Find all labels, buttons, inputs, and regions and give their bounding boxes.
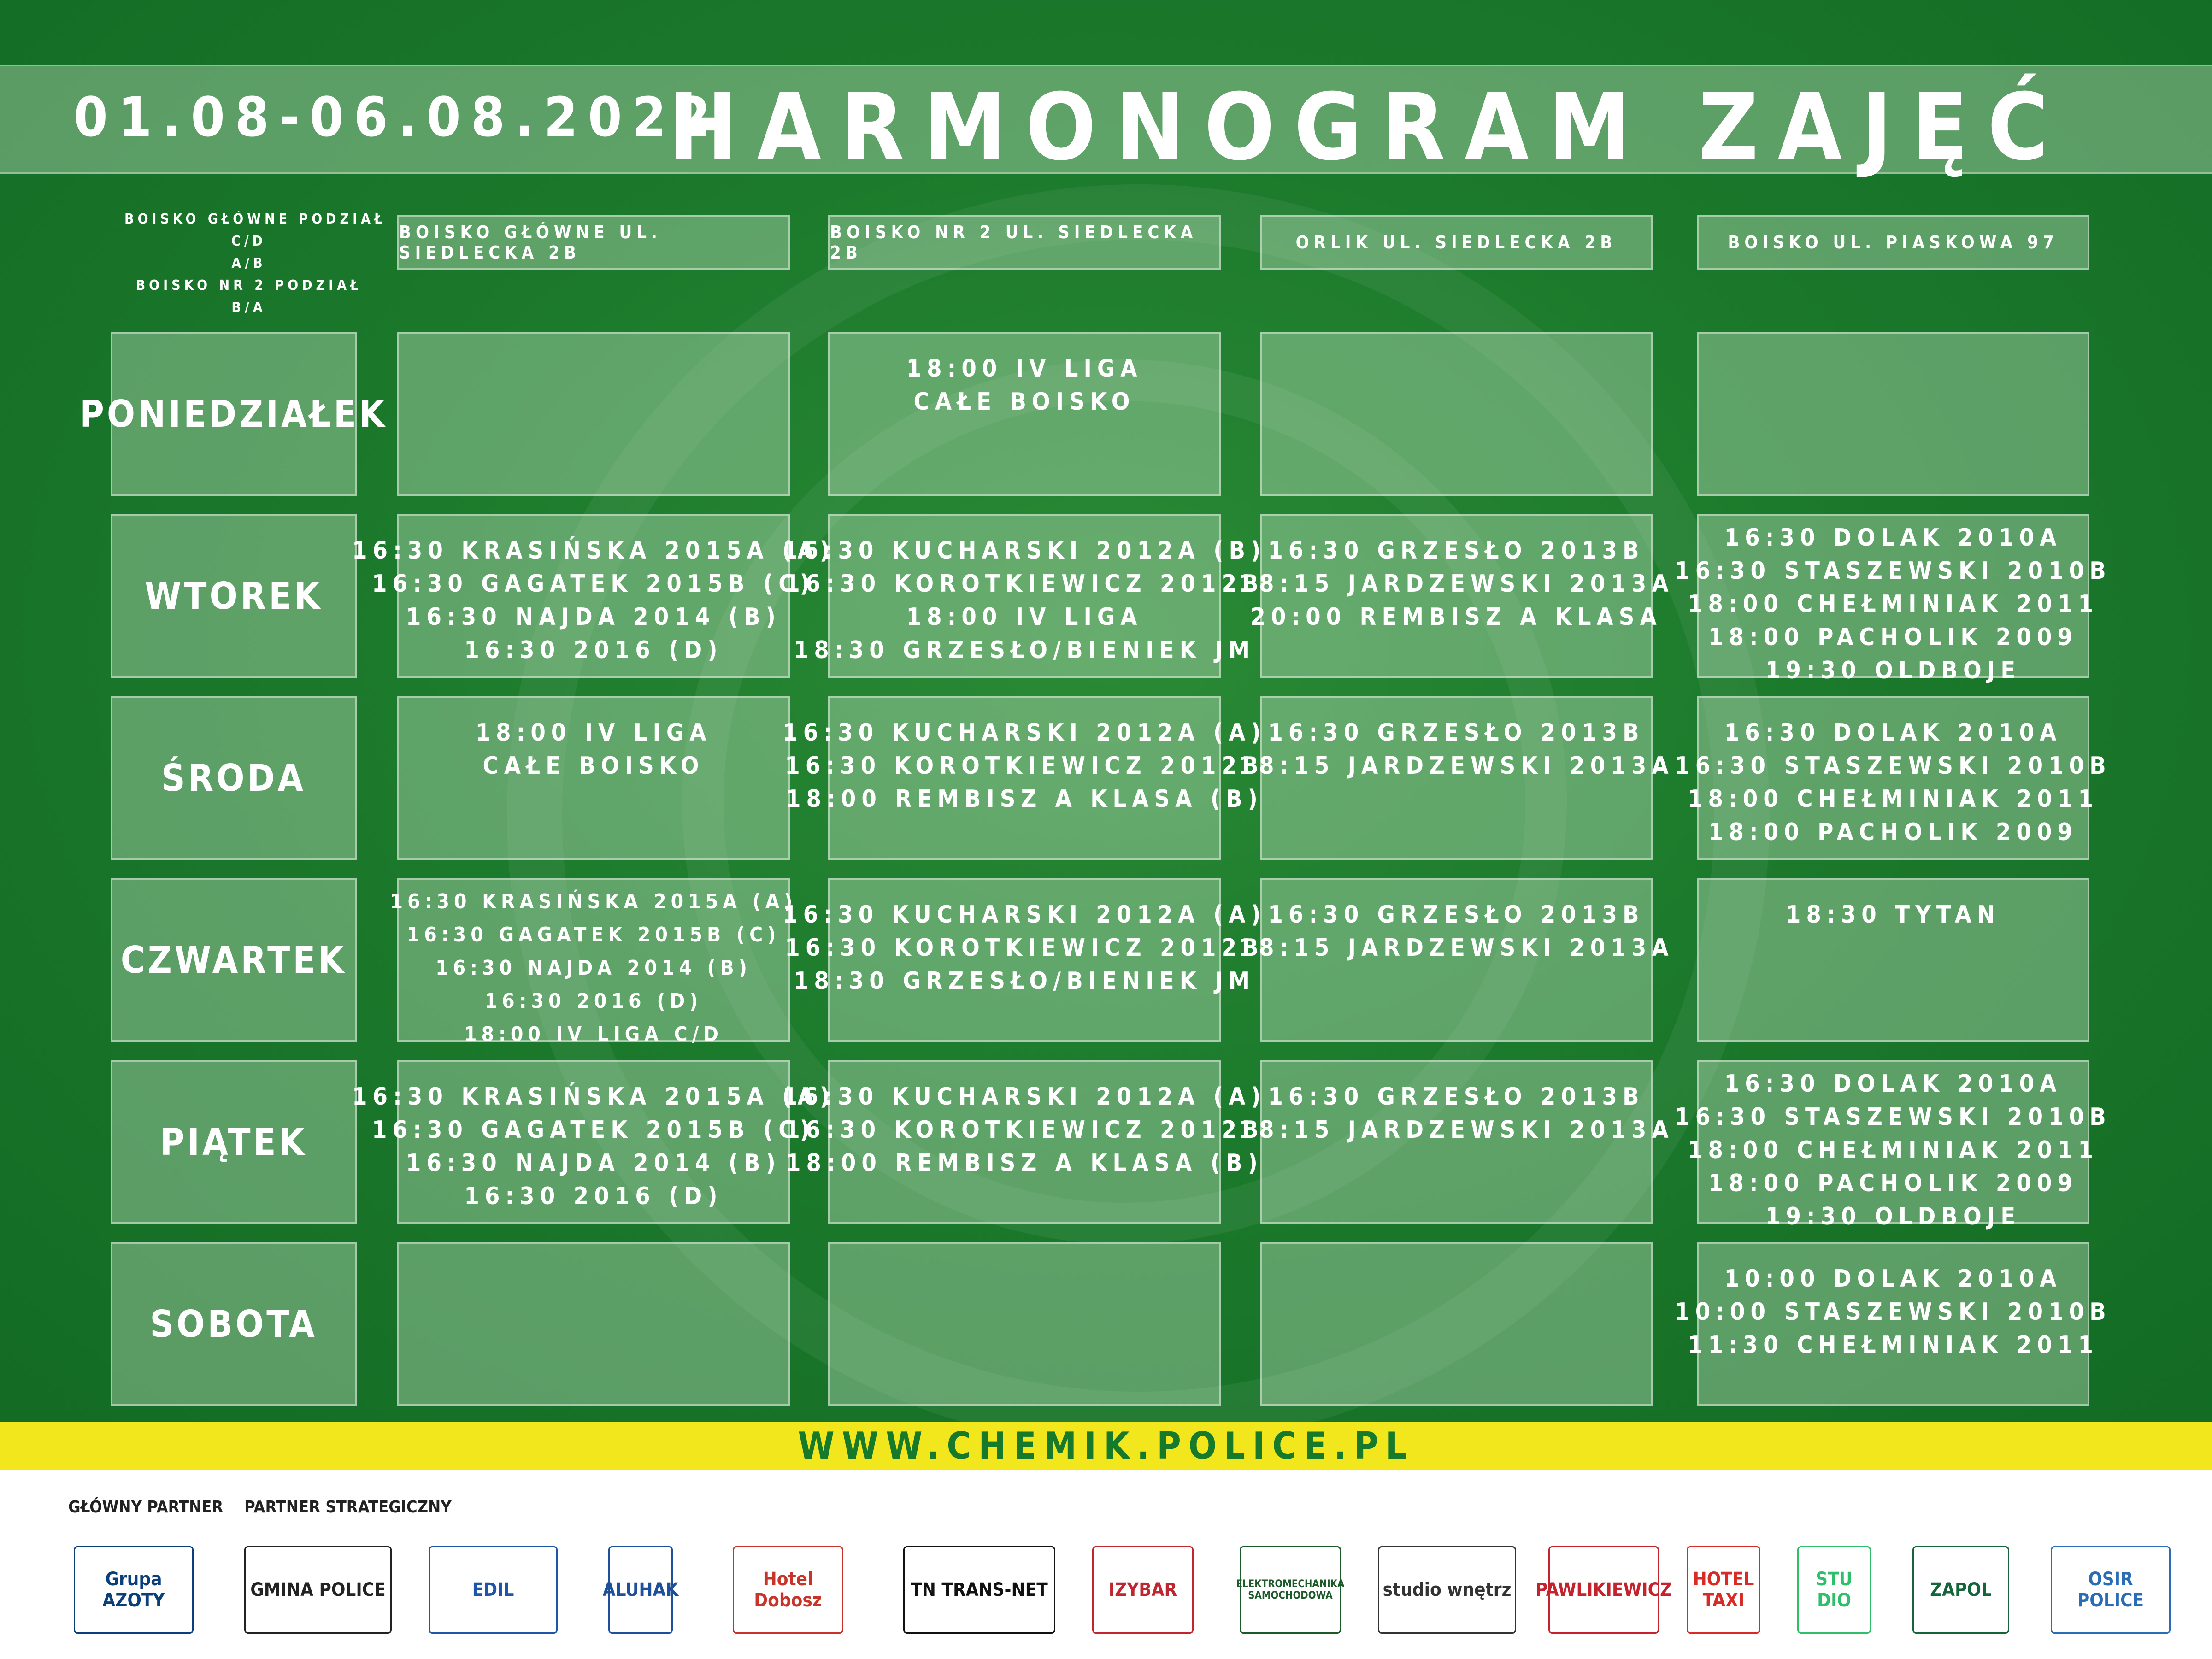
schedule-cell xyxy=(1675,1060,2112,1230)
website-link[interactable]: WWW.CHEMIK.POLICE.PL xyxy=(798,1424,1414,1467)
session-entry: 16:30 DOLAK 2010A xyxy=(1724,719,2062,747)
schedule-cell xyxy=(1260,1242,1653,1406)
column-header: ORLIK UL. SIEDLECKA 2B xyxy=(1260,215,1653,270)
legend-line: BOISKO GŁÓWNE PODZIAŁ xyxy=(124,211,386,227)
session-entry: 18:00 PACHOLIK 2009 xyxy=(1708,818,2078,846)
schedule-cell xyxy=(1675,1242,2112,1406)
session-entry: 18:00 IV LIGA C/D xyxy=(464,1023,724,1046)
sponsor-logo: GMINA POLICE xyxy=(244,1546,392,1634)
schedule-cell xyxy=(1697,332,2089,496)
date-range: 01.08-06.08.2022 xyxy=(74,85,721,149)
schedule-cell xyxy=(397,332,790,496)
session-entry: 16:30 DOLAK 2010A xyxy=(1724,524,2062,552)
session-entry: 16:30 KOROTKIEWICZ 2012B xyxy=(785,1116,1264,1144)
session-entry: 10:00 DOLAK 2010A xyxy=(1724,1265,2062,1293)
legend-line: A/B xyxy=(231,255,266,271)
day-label: SOBOTA xyxy=(111,1242,357,1406)
schedule-cell xyxy=(1697,878,2089,1042)
session-entry: 16:30 KOROTKIEWICZ 2012B xyxy=(785,752,1264,780)
session-entry: 16:30 GRZESŁO 2013B xyxy=(1268,537,1645,565)
session-entry: 16:30 NAJDA 2014 (B) xyxy=(406,1149,782,1177)
session-entry: 16:30 GAGATEK 2015B (C) xyxy=(372,1116,815,1144)
session-entry: 19:30 OLDBOJE xyxy=(1765,657,2021,684)
session-entry: 18:15 JARDZEWSKI 2013A xyxy=(1238,752,1674,780)
schedule-cell xyxy=(397,1242,790,1406)
session-entry: 18:15 JARDZEWSKI 2013A xyxy=(1238,934,1674,962)
sponsor-logo: ELEKTROMECHANIKA SAMOCHODOWA xyxy=(1240,1546,1341,1634)
sponsor-logo: EDIL xyxy=(429,1546,558,1634)
session-entry: 16:30 2016 (D) xyxy=(464,636,723,664)
session-entry: 18:15 JARDZEWSKI 2013A xyxy=(1238,570,1674,598)
session-entry: 10:00 STASZEWSKI 2010B xyxy=(1675,1298,2112,1326)
session-entry: 16:30 KUCHARSKI 2012A (A) xyxy=(782,1083,1266,1111)
sponsor-logo: studio wnętrz xyxy=(1378,1546,1516,1634)
sponsor-logo: ALUHAK xyxy=(608,1546,673,1634)
session-entry: 18:00 PACHOLIK 2009 xyxy=(1708,1170,2078,1197)
day-label: PONIEDZIAŁEK xyxy=(111,332,357,496)
session-entry: 18:00 IV LIGA xyxy=(475,719,712,747)
session-entry: 16:30 KOROTKIEWICZ 2012B xyxy=(785,570,1264,598)
schedule-cell xyxy=(1260,332,1653,496)
column-header: BOISKO NR 2 UL. SIEDLECKA 2B xyxy=(828,215,1221,270)
schedule-cell xyxy=(782,696,1266,860)
sponsor-logo: PAWLIKIEWICZ xyxy=(1548,1546,1659,1634)
schedule-cell xyxy=(352,1060,835,1224)
session-entry: 16:30 STASZEWSKI 2010B xyxy=(1675,752,2112,780)
session-entry: 16:30 KUCHARSKI 2012A (B) xyxy=(782,537,1266,565)
session-entry: 16:30 KUCHARSKI 2012A (A) xyxy=(782,901,1266,929)
session-entry: 16:30 NAJDA 2014 (B) xyxy=(406,603,782,631)
session-entry: 16:30 GAGATEK 2015B (C) xyxy=(406,923,781,947)
session-entry: 18:00 REMBISZ A KLASA (B) xyxy=(785,785,1264,813)
day-label: PIĄTEK xyxy=(111,1060,357,1224)
column-header: BOISKO GŁÓWNE UL. SIEDLECKA 2B xyxy=(397,215,790,270)
field-split-legend xyxy=(124,208,386,319)
schedule-cell xyxy=(1238,1060,1674,1224)
day-label: ŚRODA xyxy=(111,696,357,860)
session-entry: 16:30 KRASIŃSKA 2015A (A) xyxy=(352,1083,835,1111)
session-entry: 18:00 IV LIGA xyxy=(906,603,1143,631)
sponsor-logo: HOTEL TAXI xyxy=(1687,1546,1760,1634)
session-entry: 18:30 GRZESŁO/BIENIEK JM xyxy=(793,636,1256,664)
session-entry: 16:30 GAGATEK 2015B (C) xyxy=(372,570,815,598)
sponsor-logo: STU DIO xyxy=(1797,1546,1871,1634)
sponsor-logo: IZYBAR xyxy=(1092,1546,1194,1634)
session-entry: 16:30 STASZEWSKI 2010B xyxy=(1675,557,2112,585)
main-partner-label: GŁÓWNY PARTNER xyxy=(68,1498,224,1517)
legend-line: C/D xyxy=(231,233,267,249)
schedule-cell xyxy=(390,878,797,1046)
schedule-cell xyxy=(828,1242,1221,1406)
session-entry: 18:00 IV LIGA xyxy=(906,355,1143,382)
session-entry: CAŁE BOISKO xyxy=(913,388,1135,416)
session-entry: 20:00 REMBISZ A KLASA xyxy=(1250,603,1662,631)
schedule-cell xyxy=(828,332,1221,496)
session-entry: CAŁE BOISKO xyxy=(482,752,705,780)
legend-line: BOISKO NR 2 PODZIAŁ xyxy=(135,277,362,294)
session-entry: 16:30 GRZESŁO 2013B xyxy=(1268,719,1645,747)
session-entry: 16:30 2016 (D) xyxy=(464,1182,723,1210)
sponsor-logo: TN TRANS-NET xyxy=(903,1546,1055,1634)
page-title: HARMONOGRAM ZAJĘĆ xyxy=(668,74,2068,181)
session-entry: 16:30 GRZESŁO 2013B xyxy=(1268,1083,1645,1111)
session-entry: 16:30 KRASIŃSKA 2015A (A) xyxy=(352,537,835,565)
session-entry: 16:30 GRZESŁO 2013B xyxy=(1268,901,1645,929)
session-entry: 19:30 OLDBOJE xyxy=(1765,1203,2021,1230)
day-label: CZWARTEK xyxy=(111,878,357,1042)
session-entry: 16:30 2016 (D) xyxy=(484,989,703,1013)
day-label: WTOREK xyxy=(111,514,357,678)
schedule-cell xyxy=(352,514,835,678)
session-entry: 16:30 KUCHARSKI 2012A (A) xyxy=(782,719,1266,747)
sponsor-logo: Grupa AZOTY xyxy=(74,1546,194,1634)
session-entry: 16:30 STASZEWSKI 2010B xyxy=(1675,1103,2112,1131)
session-entry: 18:00 CHEŁMINIAK 2011 xyxy=(1687,1136,2099,1164)
session-entry: 18:00 PACHOLIK 2009 xyxy=(1708,624,2078,651)
schedule-cell xyxy=(782,878,1266,1042)
session-entry: 16:30 KOROTKIEWICZ 2012B xyxy=(785,934,1264,962)
schedule-cell xyxy=(1675,696,2112,860)
schedule-cell xyxy=(782,514,1266,678)
sponsor-logo: ZAPOL xyxy=(1912,1546,2009,1634)
column-header: BOISKO UL. PIASKOWA 97 xyxy=(1697,215,2089,270)
sponsor-logo: Hotel Dobosz xyxy=(733,1546,843,1634)
session-entry: 16:30 NAJDA 2014 (B) xyxy=(435,956,752,980)
session-entry: 16:30 DOLAK 2010A xyxy=(1724,1070,2062,1098)
strategic-partner-label: PARTNER STRATEGICZNY xyxy=(244,1498,452,1517)
schedule-cell xyxy=(1238,696,1674,860)
session-entry: 18:30 TYTAN xyxy=(1785,901,2001,929)
schedule-cell xyxy=(782,1060,1266,1224)
session-entry: 16:30 KRASIŃSKA 2015A (A) xyxy=(390,890,797,913)
schedule-cell xyxy=(1238,514,1674,678)
schedule-cell xyxy=(1675,514,2112,684)
session-entry: 18:15 JARDZEWSKI 2013A xyxy=(1238,1116,1674,1144)
schedule-cell xyxy=(397,696,790,860)
sponsor-logo: OSIR POLICE xyxy=(2051,1546,2171,1634)
session-entry: 18:30 GRZESŁO/BIENIEK JM xyxy=(793,967,1256,995)
legend-line: B/A xyxy=(231,300,266,316)
session-entry: 18:00 CHEŁMINIAK 2011 xyxy=(1687,785,2099,813)
session-entry: 18:00 REMBISZ A KLASA (B) xyxy=(785,1149,1264,1177)
session-entry: 11:30 CHEŁMINIAK 2011 xyxy=(1687,1331,2099,1359)
session-entry: 18:00 CHEŁMINIAK 2011 xyxy=(1687,590,2099,618)
schedule-cell xyxy=(1238,878,1674,1042)
